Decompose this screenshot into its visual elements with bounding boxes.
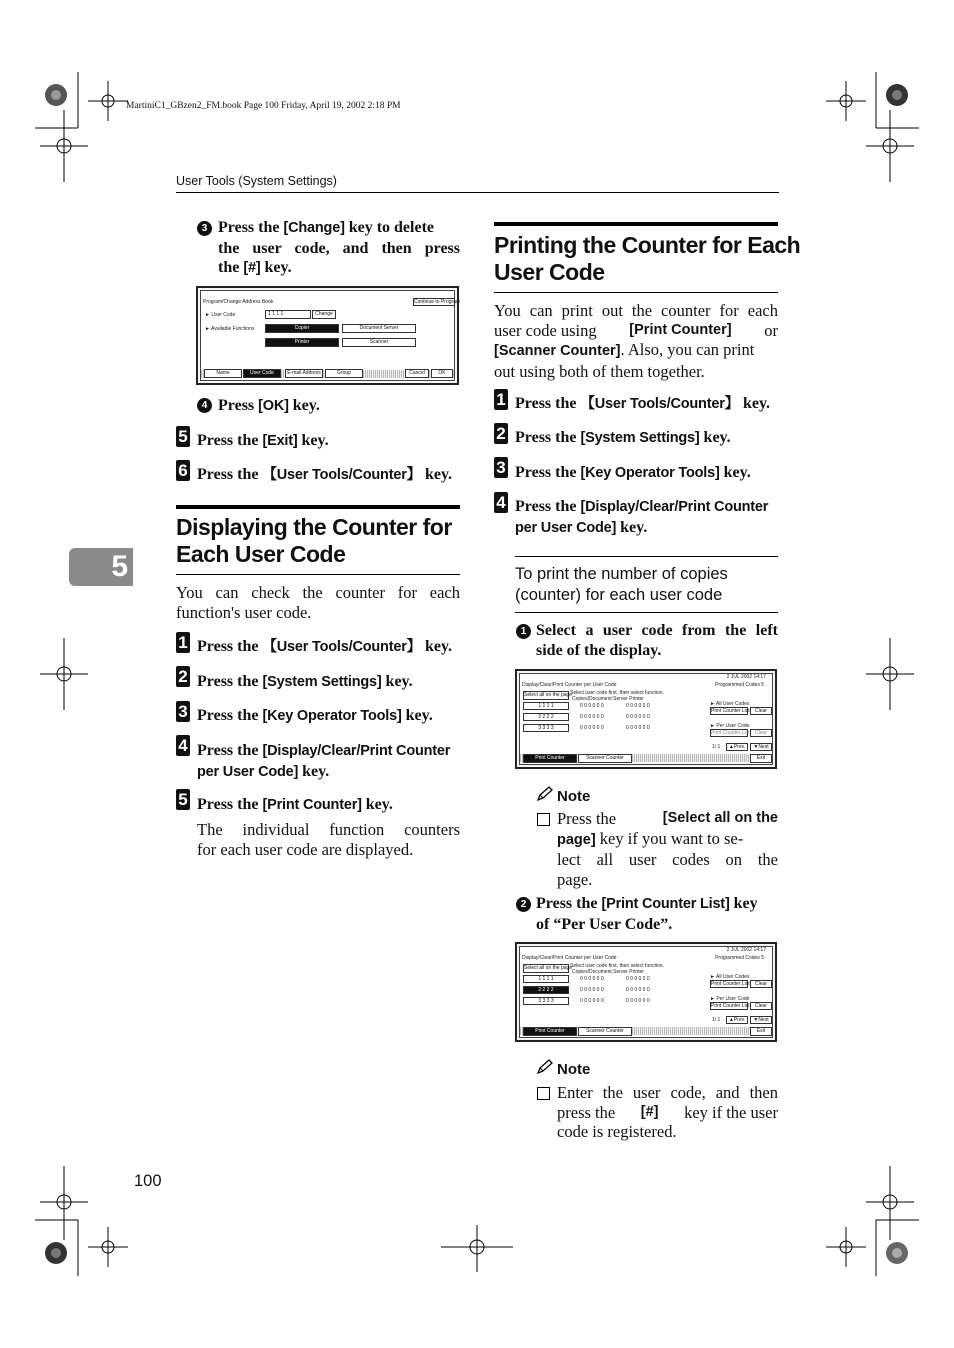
- clear-per-user-button[interactable]: Clear: [750, 1002, 772, 1010]
- select-all-button[interactable]: Select all on the page: [524, 965, 573, 971]
- note-1-text: Press the [Select all on the page] key if you want to se- lect all user codes on the page.: [557, 809, 778, 890]
- substep-1-text: Select a user code from the left side of the display.: [536, 622, 778, 659]
- screen-address-book: Program/Change Address Book Continue to Program ► User Code 1 1 1 1 Change ► Available Functions Copier Document Server Printer Scanner Name User Code E-mail Address Group Cancel OK: [196, 286, 459, 385]
- document-server-button[interactable]: Document Server: [342, 324, 416, 333]
- step-number: 6: [176, 460, 190, 481]
- printer-button[interactable]: Printer: [265, 338, 339, 347]
- step-1-text: Press the 【User Tools/Counter】 key.: [515, 395, 771, 412]
- step-5-text: Press the [Exit] key.: [197, 432, 329, 449]
- user-code-row[interactable]: 1 1 1 1: [523, 975, 569, 983]
- scanner-counter-button[interactable]: Scanner Counter: [578, 754, 632, 763]
- note-2-text: Enter the user code, and then press the [#] key if the user code is registered.: [557, 1083, 778, 1142]
- step-3-text: Press the [Key Operator Tools] key.: [515, 464, 751, 481]
- step-number: 4: [176, 735, 190, 756]
- step-3-text: Press the [Change] key to delete the user code, and then press the [#] key.: [218, 219, 460, 276]
- user-code-row[interactable]: 3 3 3 3: [523, 724, 569, 732]
- step-1-text: Press the 【User Tools/Counter】 key.: [197, 638, 453, 655]
- step-number: 5: [176, 426, 190, 447]
- prev-button[interactable]: ▲Prev.: [726, 1016, 748, 1024]
- step-2-text: Press the [System Settings] key.: [197, 673, 413, 690]
- print-counter-list-per-user-button[interactable]: Print Counter List: [711, 730, 750, 736]
- tab-name[interactable]: Name: [204, 369, 242, 378]
- change-button[interactable]: Change: [312, 310, 336, 319]
- clear-per-user-button[interactable]: Clear: [750, 729, 772, 737]
- tab-user-code[interactable]: User Code: [243, 369, 281, 378]
- tab-group[interactable]: Group: [325, 369, 363, 378]
- clear-all-button[interactable]: Clear: [750, 707, 772, 715]
- step-number: 2: [494, 423, 508, 444]
- step-2-text: Press the [System Settings] key.: [515, 429, 731, 446]
- select-all-button[interactable]: Select all on the page: [524, 692, 573, 698]
- section-rule: [176, 505, 460, 509]
- step-number: 3: [494, 457, 508, 478]
- step-number: 3: [176, 701, 190, 722]
- next-button[interactable]: ▼Next: [750, 1016, 772, 1024]
- step-number: 5: [176, 789, 190, 810]
- user-code-field[interactable]: 1 1 1 1: [265, 310, 311, 319]
- step-5b-text: Press the [Print Counter] key.: [197, 796, 393, 813]
- subhead: To print the number of copies (counter) for each user code: [515, 565, 728, 604]
- step-number-circle: 1: [516, 624, 531, 639]
- subhead-rule: [515, 556, 778, 557]
- copier-button[interactable]: Copier: [265, 324, 339, 333]
- scanner-button[interactable]: Scanner: [342, 338, 416, 347]
- print-counter-button[interactable]: Print Counter: [523, 754, 577, 763]
- pencil-icon: [536, 1059, 554, 1075]
- continue-to-program-button[interactable]: Continue to Program: [414, 299, 461, 305]
- page-number: 100: [134, 1172, 162, 1190]
- scanner-counter-button[interactable]: Scanner Counter: [578, 1027, 632, 1036]
- clear-all-button[interactable]: Clear: [750, 980, 772, 988]
- print-counter-list-per-user-button[interactable]: Print Counter List: [711, 1003, 750, 1009]
- user-code-row-selected[interactable]: 2 2 2 2: [523, 986, 569, 994]
- header-rule: [176, 192, 779, 193]
- section-title-rule: [494, 292, 778, 293]
- pencil-icon: [536, 786, 554, 802]
- next-button[interactable]: ▼Next: [750, 743, 772, 751]
- section-title: Printing the Counter for Each User Code: [494, 232, 801, 285]
- section-title-rule: [176, 574, 460, 575]
- note-label: Note: [557, 1061, 591, 1078]
- step-4-text: Press the [Display/Clear/Print Counter per User Code] key.: [515, 498, 769, 536]
- exit-button[interactable]: Exit: [750, 1027, 772, 1036]
- step-number: 1: [176, 632, 190, 653]
- screen-counter-per-user: 2 JUL 2002 14:17 Display/Clear/Print Counter per User Code Programmed Codes 5 Select all on the page Select user code first, then select function. Copies/Document Server Printer 1 1 1 1 0 0 0 0 0 0 0 0 0 0 0 0 2 2 2 2 0 0 0 0 0 0 0 0 0 0 0 0 3 3 3 3 0 0 0 0 0 0 0 0 0 0 0 0 ► All User Codes Print Counter List Clear ► Per User Code Print Counter List Clear 1/ 1 ▲Prev. ▼Next Print Counter Scanner Counter Exit: [515, 669, 777, 769]
- ok-button[interactable]: OK: [431, 369, 453, 378]
- user-code-row[interactable]: 1 1 1 1: [523, 702, 569, 710]
- section-rule: [494, 222, 778, 226]
- section-intro: You can print out the counter for each user code using [Print Counter] or [Scanner Counter]. Also, you can print out using both of them together.: [494, 301, 778, 382]
- step-number-circle: 4: [197, 398, 212, 413]
- printer-line: MartiniC1_GBzen2_FM.book Page 100 Friday, April 19, 2002 2:18 PM: [126, 101, 401, 111]
- print-counter-button[interactable]: Print Counter: [523, 1027, 577, 1036]
- print-counter-list-all-button[interactable]: Print Counter List: [711, 708, 750, 714]
- user-code-row[interactable]: 3 3 3 3: [523, 997, 569, 1005]
- print-counter-list-all-button[interactable]: Print Counter List: [711, 981, 750, 987]
- step-number-circle: 3: [197, 221, 212, 236]
- step-3b-text: Press the [Key Operator Tools] key.: [197, 707, 433, 724]
- step-6-text: Press the 【User Tools/Counter】 key.: [197, 466, 453, 483]
- user-code-row[interactable]: 2 2 2 2: [523, 713, 569, 721]
- prev-button[interactable]: ▲Prev.: [726, 743, 748, 751]
- step-number: 1: [494, 389, 508, 410]
- step-5-body: The individual function counters for each user code are displayed.: [197, 820, 460, 859]
- step-number-circle: 2: [516, 897, 531, 912]
- step-number: 4: [494, 492, 508, 513]
- checkbox-bullet: [537, 1087, 550, 1100]
- step-4-text: Press [OK] key.: [218, 397, 320, 414]
- chapter-tab: 5: [69, 548, 133, 586]
- subhead-rule: [515, 612, 778, 613]
- cancel-button[interactable]: Cancel: [405, 369, 429, 378]
- running-header: User Tools (System Settings): [176, 174, 337, 188]
- substep-2-text: Press the [Print Counter List] key of “Per User Code”.: [536, 895, 758, 933]
- note-label: Note: [557, 788, 591, 805]
- screen-counter-per-user-selected: 2 JUL 2002 14:17 Display/Clear/Print Counter per User Code Programmed Codes 5 Select all on the page Select user code first, then select function. Copies/Document Server Printer 1 1 1 1 0 0 0 0 0 0 0 0 0 0 0 0 2 2 2 2 0 0 0 0 0 0 0 0 0 0 0 0 3 3 3 3 0 0 0 0 0 0 0 0 0 0 0 0 ► All User Codes Print Counter List Clear ► Per User Code Print Counter List Clear 1/ 1 ▲Prev. ▼Next Print Counter Scanner Counter Exit: [515, 942, 777, 1042]
- checkbox-bullet: [537, 813, 550, 826]
- section-title: Displaying the Counter for Each User Code: [176, 514, 452, 567]
- exit-button[interactable]: Exit: [750, 754, 772, 763]
- tab-email-address[interactable]: E-mail Address: [285, 369, 323, 378]
- step-4b-text: Press the [Display/Clear/Print Counter per User Code] key.: [197, 742, 451, 780]
- step-number: 2: [176, 666, 190, 687]
- section-intro: You can check the counter for each function's user code.: [176, 583, 460, 622]
